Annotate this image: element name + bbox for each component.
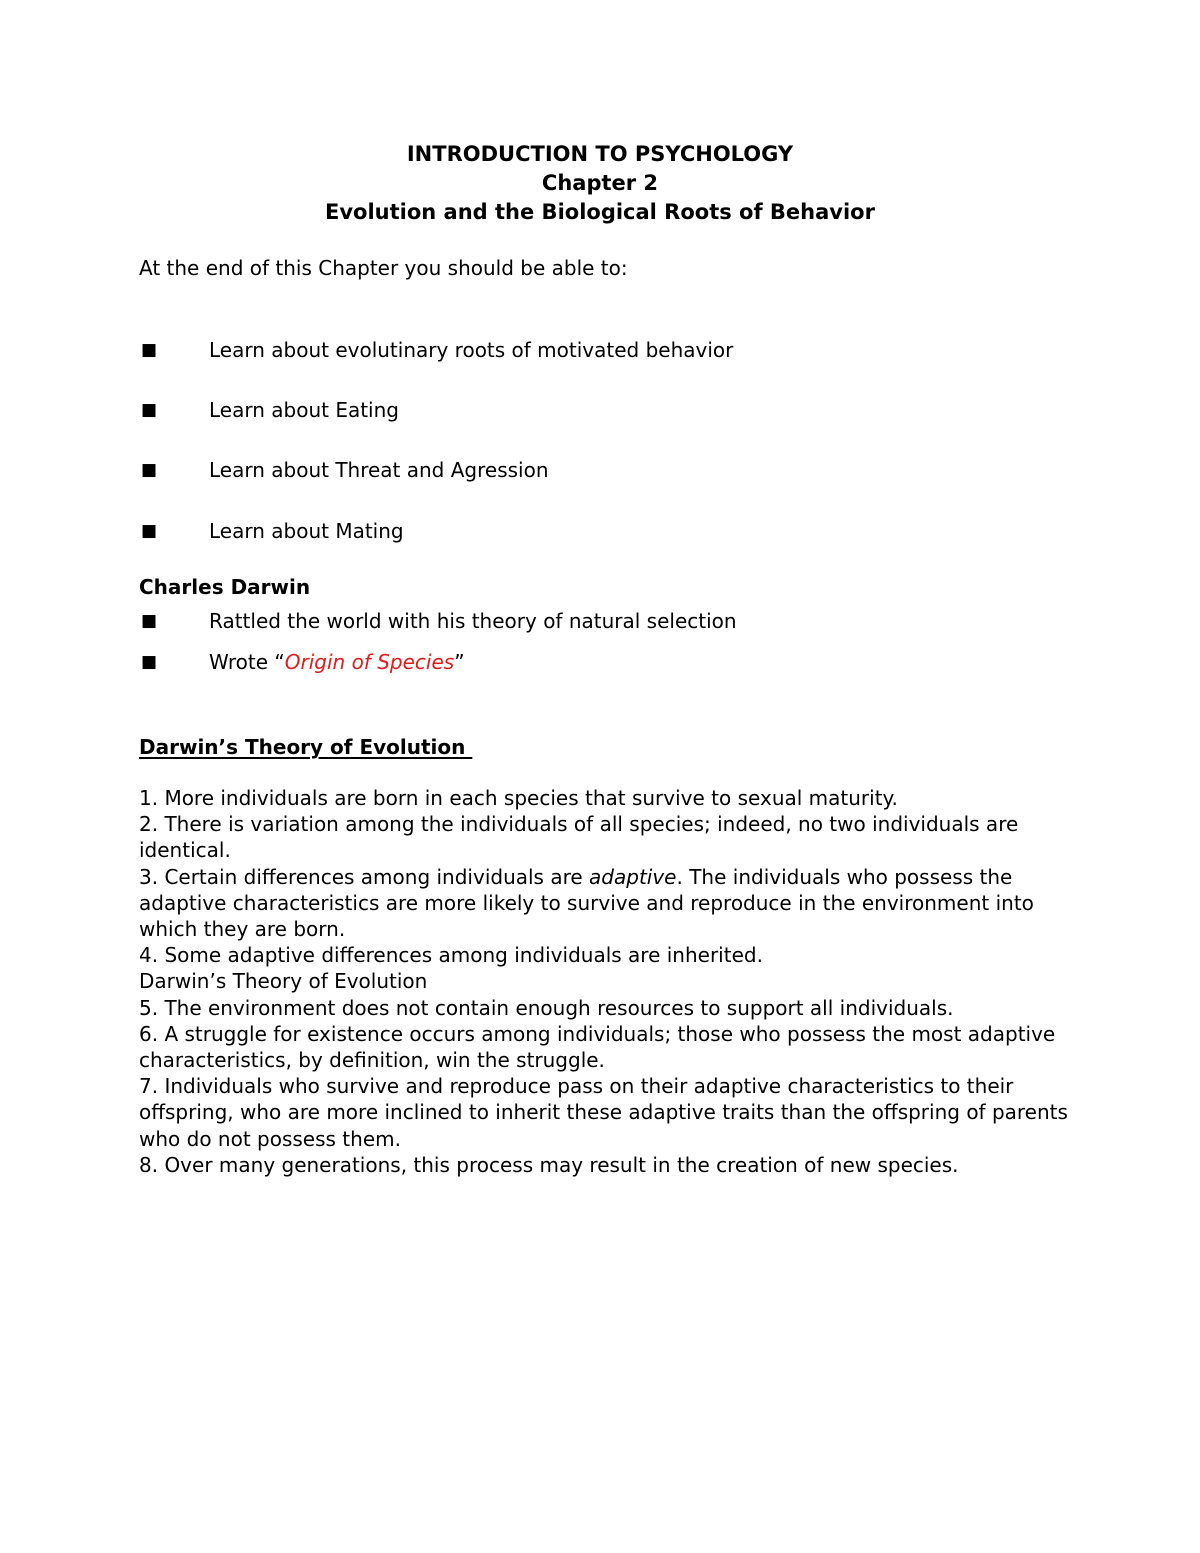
theory-item: 2. There is variation among the individuals of all species; indeed, no two individuals are identical. xyxy=(139,812,1019,863)
book-title: Origin of Species xyxy=(284,650,455,674)
theory-item: 7. Individuals who survive and reproduce pass on their adaptive characteristics to their offspring, who are more inclined to inherit these adaptive traits than the offspring of parents who do not possess them. xyxy=(139,1074,1068,1151)
title-block xyxy=(0,140,1200,227)
theory-item-text: 3. Certain differences among individuals are xyxy=(139,864,590,889)
wrote-suffix: ” xyxy=(454,650,465,674)
objective-text: Learn about Eating xyxy=(209,398,399,422)
theory-item: 5. The environment does not contain enough resources to support all individuals. xyxy=(139,995,954,1020)
theory-heading: Darwin’s Theory of Evolution xyxy=(139,735,473,759)
theory-item: 1. More individuals are born in each species that survive to sexual maturity. xyxy=(139,786,898,810)
bullet-square-icon: ■ xyxy=(141,460,158,480)
theory-list xyxy=(139,785,1069,1178)
theory-subheading: Darwin’s Theory of Evolution xyxy=(139,969,428,994)
course-title: INTRODUCTION TO PSYCHOLOGY xyxy=(406,142,794,166)
bullet-square-icon: ■ xyxy=(141,521,158,541)
bullet-square-icon: ■ xyxy=(141,652,158,672)
chapter-title: Evolution and the Biological Roots of Behavior xyxy=(325,200,875,224)
darwin-point-text: Rattled the world with his theory of natural selection xyxy=(209,609,737,633)
theory-item-text: . The individuals who possess the adaptive characteristics are more likely to survive and reproduce in the environment into which they are born. xyxy=(139,864,1034,942)
objective-text: Learn about Threat and Agression xyxy=(209,458,549,482)
theory-item: 8. Over many generations, this process may result in the creation of new species. xyxy=(139,1152,959,1177)
bullet-square-icon: ■ xyxy=(141,340,158,360)
darwin-point-text xyxy=(209,647,465,677)
intro-text: At the end of this Chapter you should be able to: xyxy=(139,256,628,280)
objective-text: Learn about Mating xyxy=(209,519,404,543)
theory-item: 4. Some adaptive differences among individuals are inherited. xyxy=(139,943,763,968)
bullet-square-icon: ■ xyxy=(141,400,158,420)
darwin-heading: Charles Darwin xyxy=(139,575,311,599)
objective-text: Learn about evolutinary roots of motivated behavior xyxy=(209,338,734,362)
wrote-prefix: Wrote “ xyxy=(209,650,285,674)
chapter-number: Chapter 2 xyxy=(541,171,659,195)
theory-item: 6. A struggle for existence occurs among individuals; those who possess the most adaptive characteristics, by definition, win the struggle. xyxy=(139,1021,1056,1073)
theory-item xyxy=(139,864,1069,943)
bullet-square-icon: ■ xyxy=(141,611,158,631)
adaptive-emphasis: adaptive xyxy=(589,864,677,889)
